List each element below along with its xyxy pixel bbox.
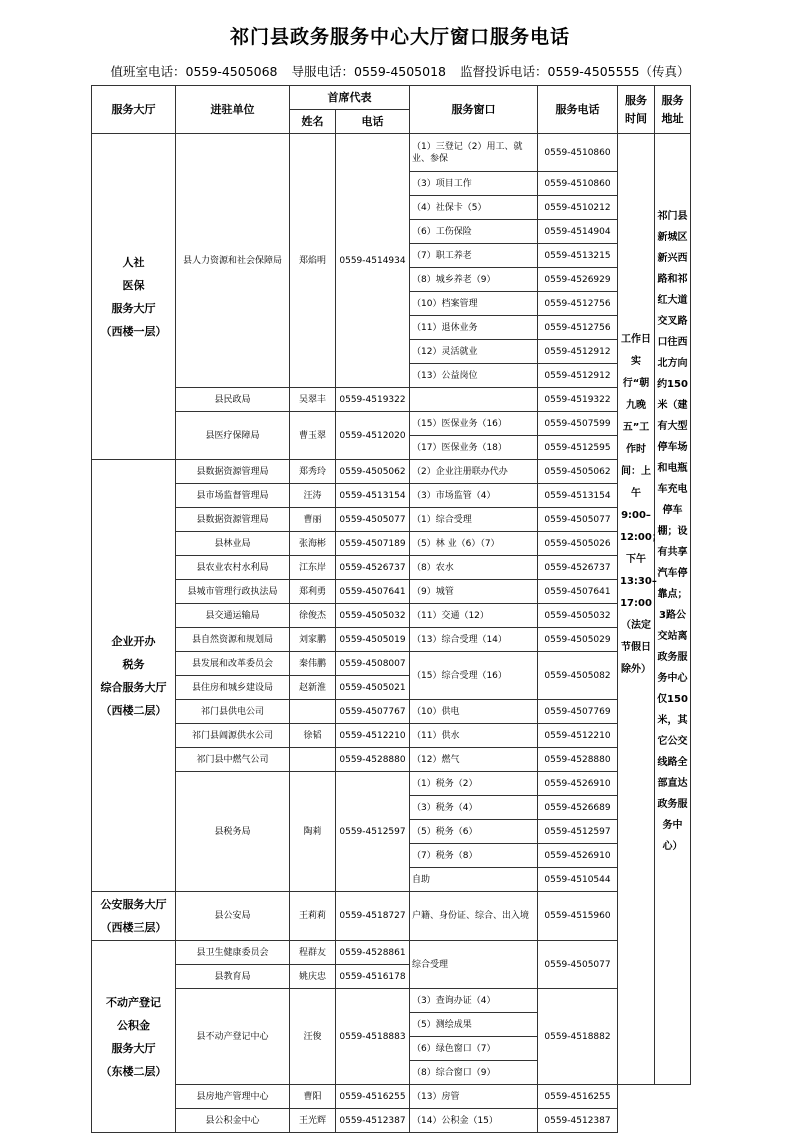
rep-phone-cell: 0559-4512597 [336,772,410,892]
hall-renshe [92,134,176,460]
rep-name-cell: 汪俊 [290,989,336,1085]
table-row [92,484,691,508]
header-service-phone: 服务电话 [538,86,618,134]
window-cell: （5）林 业（6）（7） [410,532,538,556]
window-cell: （14）公积金（15） [410,1109,538,1133]
rep-name-cell: 徐韬 [290,724,336,748]
rep-phone-cell: 0559-4518727 [336,892,410,941]
table-row [92,134,691,172]
service-phone-table [91,85,691,1133]
unit-cell: 祁门县阊源供水公司 [176,724,290,748]
service-phone-cell: 0559-4519322 [538,388,618,412]
window-cell: （1）综合受理 [410,508,538,532]
table-row [92,460,691,484]
window-cell: （9）城管 [410,580,538,604]
complaint-phone: 监督投诉电话：0559-4505555（传真） [459,64,690,79]
header-window: 服务窗口 [410,86,538,134]
rep-phone-cell: 0559-4505021 [336,676,410,700]
window-cell: （17）医保业务（18） [410,436,538,460]
table-row [92,532,691,556]
rep-phone-cell: 0559-4505032 [336,604,410,628]
service-phone-cell: 0559-4512912 [538,364,618,388]
window-cell: （3）市场监管（4） [410,484,538,508]
table-row [92,388,691,412]
window-cell: 综合受理 [410,941,538,989]
unit-cell: 县自然资源和规划局 [176,628,290,652]
window-cell: （8）农水 [410,556,538,580]
unit-cell: 县公安局 [176,892,290,941]
service-phone-cell: 0559-4505032 [538,604,618,628]
service-phone-cell: 0559-4526737 [538,556,618,580]
service-phone-cell: 0559-4505062 [538,460,618,484]
rep-phone-cell: 0559-4507767 [336,700,410,724]
contact-line [0,62,800,80]
service-phone-cell: 0559-4513154 [538,484,618,508]
rep-name-cell [290,700,336,724]
header-hall: 服务大厅 [92,86,176,134]
service-phone-cell: 0559-4514904 [538,220,618,244]
window-cell: （7）税务（8） [410,844,538,868]
rep-name-cell: 刘家鹏 [290,628,336,652]
window-cell: （2）企业注册联办代办 [410,460,538,484]
unit-cell: 县住房和城乡建设局 [176,676,290,700]
table-row [92,412,691,436]
rep-phone-cell: 0559-4528861 [336,941,410,965]
window-cell: （3）税务（4） [410,796,538,820]
table-row [92,508,691,532]
unit-cell: 县数据资源管理局 [176,508,290,532]
unit-cell: 县城市管理行政执法局 [176,580,290,604]
service-phone-cell: 0559-4507769 [538,700,618,724]
hall-line: 企业开办 [111,634,156,648]
rep-phone-cell: 0559-4516255 [336,1085,410,1109]
service-phone-cell: 0559-4515960 [538,892,618,941]
rep-phone-cell: 0559-4528880 [336,748,410,772]
rep-name-cell: 汪涛 [290,484,336,508]
unit-cell: 县不动产登记中心 [176,989,290,1085]
window-cell: （11）供水 [410,724,538,748]
unit-cell: 祁门县中燃气公司 [176,748,290,772]
hall-line: （东楼二层） [100,1064,167,1078]
service-phone-cell: 0559-4512595 [538,436,618,460]
rep-phone-cell: 0559-4505062 [336,460,410,484]
rep-phone-cell: 0559-4505077 [336,508,410,532]
rep-phone-cell: 0559-4512387 [336,1109,410,1133]
window-cell: （4）社保卡（5） [410,196,538,220]
service-phone-cell: 0559-4512912 [538,340,618,364]
window-cell: （8）综合窗口（9） [410,1061,538,1085]
service-phone-cell: 0559-4512756 [538,316,618,340]
service-phone-cell: 0559-4526910 [538,772,618,796]
rep-name-cell: 曹玉翠 [290,412,336,460]
unit-cell: 县交通运输局 [176,604,290,628]
hall-line: （西楼二层） [100,703,167,717]
window-cell: （15）医保业务（16） [410,412,538,436]
header-row [92,86,691,110]
hall-gongan [92,892,176,941]
rep-name-cell: 郑秀玲 [290,460,336,484]
rep-phone-cell: 0559-4507641 [336,580,410,604]
table-row [92,1085,691,1109]
service-phone-cell: 0559-4510544 [538,868,618,892]
hall-line: 人社 [122,255,145,269]
rep-name-cell: 郑焰明 [290,134,336,388]
table-row [92,772,691,796]
service-phone-cell: 0559-4505077 [538,508,618,532]
address-cell: 祁门县新城区新兴西路和祁红大道交叉路口往西北方向约150米（建有大型停车场和电瓶车充电停车棚；设有共享汽车停靠点；3路公交站离政务服务中心仅150米，其它公交线路全部直达政务服务中心） [655,134,691,1085]
window-cell: （6）工伤保险 [410,220,538,244]
hall-line: 税务 [122,657,145,671]
rep-name-cell: 徐俊杰 [290,604,336,628]
hall-qiye [92,460,176,892]
unit-cell: 祁门县供电公司 [176,700,290,724]
header-rep-phone: 电话 [336,110,410,134]
service-phone-cell: 0559-4505026 [538,532,618,556]
rep-name-cell: 郑利勇 [290,580,336,604]
service-phone-cell: 0559-4505082 [538,652,618,700]
service-phone-cell: 0559-4512210 [538,724,618,748]
service-phone-cell: 0559-4528880 [538,748,618,772]
rep-name-cell: 陶莉 [290,772,336,892]
table-row [92,989,691,1013]
window-cell: （13）综合受理（14） [410,628,538,652]
hall-line: 公安服务大厅 [100,898,167,911]
window-cell: （12）燃气 [410,748,538,772]
rep-name-cell: 曹阳 [290,1085,336,1109]
service-phone-cell: 0559-4505077 [538,941,618,989]
guide-phone: 导服电话：0559-4505018 [291,64,446,79]
service-phone-cell: 0559-4518882 [538,989,618,1085]
window-cell: （3）项目工作 [410,172,538,196]
unit-cell: 县市场监督管理局 [176,484,290,508]
window-cell: （1）税务（2） [410,772,538,796]
hall-line: 不动产登记 [106,995,161,1009]
service-phone-cell: 0559-4507599 [538,412,618,436]
window-cell: （6）绿色窗口（7） [410,1037,538,1061]
hall-line: 公积金 [117,1018,150,1032]
rep-phone-cell: 0559-4516178 [336,965,410,989]
unit-cell: 县民政局 [176,388,290,412]
window-cell: （15）综合受理（16） [410,652,538,700]
page-title: 祁门县政务服务中心大厅窗口服务电话 [229,26,570,48]
unit-cell: 县卫生健康委员会 [176,941,290,965]
rep-phone-cell: 0559-4518883 [336,989,410,1085]
window-cell: （12）灵活就业 [410,340,538,364]
service-phone-cell: 0559-4526929 [538,268,618,292]
hall-line: 服务大厅 [111,301,156,315]
window-cell: （10）供电 [410,700,538,724]
window-cell: （13）公益岗位 [410,364,538,388]
window-cell [410,388,538,412]
window-cell: （11）交通（12） [410,604,538,628]
unit-cell: 县林业局 [176,532,290,556]
rep-phone-cell: 0559-4526737 [336,556,410,580]
window-cell: 自助 [410,868,538,892]
rep-name-cell: 姚庆忠 [290,965,336,989]
table-row [92,556,691,580]
window-cell: （10）档案管理 [410,292,538,316]
unit-cell: 县教育局 [176,965,290,989]
rep-name-cell: 吴翠丰 [290,388,336,412]
window-cell: 户籍、身份证、综合、出入境 [410,892,538,941]
table-row [92,700,691,724]
window-cell: （11）退休业务 [410,316,538,340]
rep-name-cell: 秦伟鹏 [290,652,336,676]
rep-name-cell: 曹丽 [290,508,336,532]
rep-name-cell: 王光辉 [290,1109,336,1133]
service-phone-cell: 0559-4526910 [538,844,618,868]
service-phone-cell: 0559-4507641 [538,580,618,604]
rep-phone-cell: 0559-4505019 [336,628,410,652]
table-row [92,892,691,941]
rep-phone-cell: 0559-4514934 [336,134,410,388]
hall-line: 服务大厅 [111,1041,156,1055]
hall-budongchan [92,941,176,1133]
window-cell: （7）职工养老 [410,244,538,268]
table-row [92,580,691,604]
window-cell: （1）三登记（2）用工、就业、参保 [410,134,538,172]
table-row [92,652,691,676]
unit-cell: 县农业农村水利局 [176,556,290,580]
rep-phone-cell: 0559-4508007 [336,652,410,676]
service-phone-cell: 0559-4526689 [538,796,618,820]
service-phone-cell: 0559-4516255 [538,1085,618,1109]
window-cell: （8）城乡养老（9） [410,268,538,292]
rep-phone-cell: 0559-4512210 [336,724,410,748]
service-phone-cell: 0559-4510212 [538,196,618,220]
unit-cell: 县数据资源管理局 [176,460,290,484]
unit-cell: 县人力资源和社会保障局 [176,134,290,388]
rep-name-cell [290,748,336,772]
table-row [92,628,691,652]
header-rep: 首席代表 [290,86,410,110]
table-row [92,604,691,628]
table-row [92,941,691,965]
header-rep-name: 姓名 [290,110,336,134]
service-phone-cell: 0559-4510860 [538,172,618,196]
unit-cell: 县发展和改革委员会 [176,652,290,676]
service-phone-cell: 0559-4505029 [538,628,618,652]
window-cell: （5）税务（6） [410,820,538,844]
table-row [92,748,691,772]
hall-line: （西楼三层） [100,921,167,934]
rep-name-cell: 程群友 [290,941,336,965]
unit-cell: 县税务局 [176,772,290,892]
duty-phone: 值班室电话：0559-4505068 [110,64,278,79]
hall-line: 医保 [122,278,145,292]
header-address: 服务地址 [655,86,691,134]
service-time-cell: 工作日实行“朝九晚五”工作时间：上午9:00–12:00；下午13:30–17:00（法定节假日除外） [618,134,655,1085]
header-unit: 进驻单位 [176,86,290,134]
hall-line: （西楼一层） [100,324,167,338]
unit-cell: 县公积金中心 [176,1109,290,1133]
service-phone-cell: 0559-4510860 [538,134,618,172]
rep-name-cell: 张海彬 [290,532,336,556]
service-phone-cell: 0559-4513215 [538,244,618,268]
rep-name-cell: 江东岸 [290,556,336,580]
unit-cell: 县医疗保障局 [176,412,290,460]
table-row [92,1109,691,1133]
table-row [92,724,691,748]
service-phone-cell: 0559-4512597 [538,820,618,844]
window-cell: （13）房管 [410,1085,538,1109]
rep-name-cell: 王莉莉 [290,892,336,941]
window-cell: （5）测绘成果 [410,1013,538,1037]
window-cell: （3）查询办证（4） [410,989,538,1013]
rep-phone-cell: 0559-4519322 [336,388,410,412]
unit-cell: 县房地产管理中心 [176,1085,290,1109]
service-phone-cell: 0559-4512756 [538,292,618,316]
hall-line: 综合服务大厅 [100,680,167,694]
rep-name-cell: 赵新淮 [290,676,336,700]
rep-phone-cell: 0559-4507189 [336,532,410,556]
rep-phone-cell: 0559-4513154 [336,484,410,508]
header-service-time: 服务时间 [618,86,655,134]
rep-phone-cell: 0559-4512020 [336,412,410,460]
service-phone-cell: 0559-4512387 [538,1109,618,1133]
